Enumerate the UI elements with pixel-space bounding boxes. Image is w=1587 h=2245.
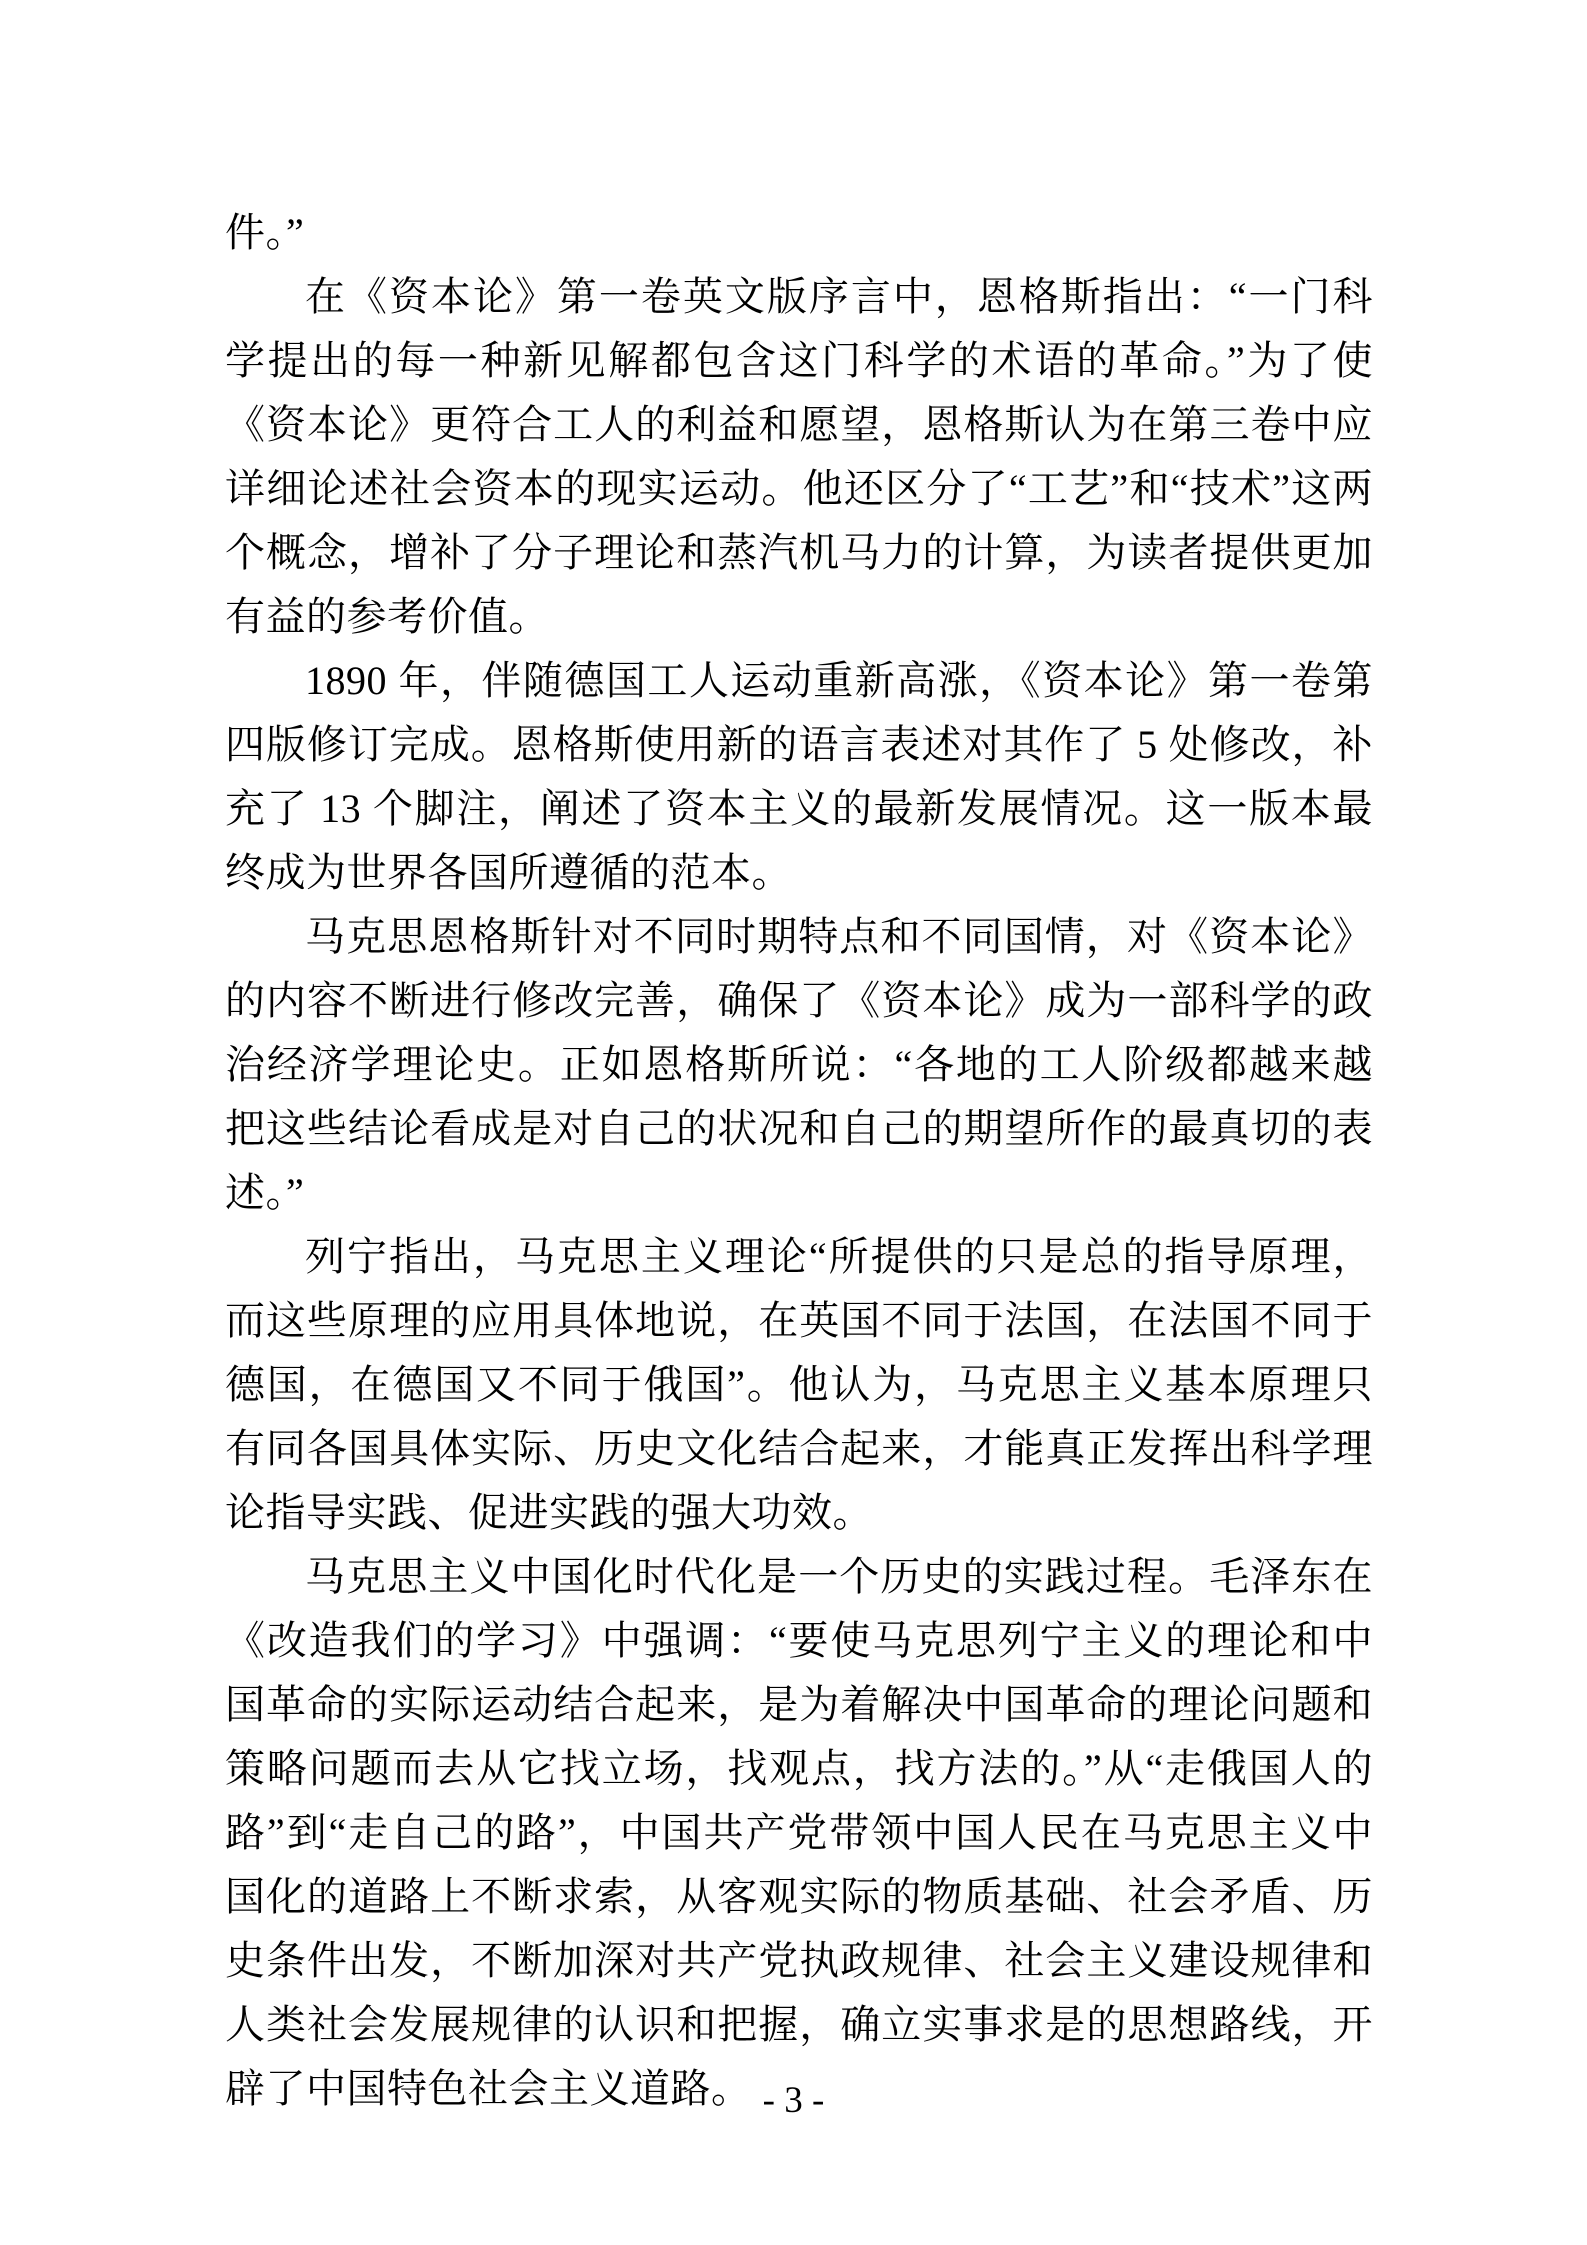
paragraph-marx-engels-revisions: 马克思恩格斯针对不同时期特点和不同国情，对《资本论》的内容不断进行修改完善，确保了《资本论》成为一部科学的政治经济学理论史。正如恩格斯所说：“各地的工人阶级都越来越把这些结论看成是对自己的状况和自己的期望所作的最真切的表述。” bbox=[225, 914, 1373, 1215]
paragraph-sinicization-of-marxism: 马克思主义中国化时代化是一个历史的实践过程。毛泽东在《改造我们的学习》中强调：“要使马克思列宁主义的理论和中国革命的实际运动结合起来，是为着解决中国革命的理论问题和策略问题而去从它找立场，找观点，找方法的。”从“走俄国人的路”到“走自己的路”，中国共产党带领中国人民在马克思主义中国化的道路上不断求索，从客观实际的物质基础、社会矛盾、历史条件出发，不断加深对共产党执政规律、社会主义建设规律和人类社会发展规律的认识和把握，确立实事求是的思想路线，开辟了中国特色社会主义道路。 bbox=[225, 1554, 1373, 2111]
page-number: - 3 - bbox=[762, 2080, 825, 2121]
paragraph-1890-fourth-edition: 1890 年，伴随德国工人运动重新高涨，《资本论》第一卷第四版修订完成。恩格斯使用新的语言表述对其作了 5 处修改，补充了 13 个脚注，阐述了资本主义的最新发展情况。这一版本最终成为世界各国所遵循的范本。 bbox=[225, 658, 1373, 895]
paragraph-continuation: 件。” bbox=[225, 210, 305, 255]
paragraph-lenin-guiding-principles: 列宁指出，马克思主义理论“所提供的只是总的指导原理，而这些原理的应用具体地说，在英国不同于法国，在法国不同于德国，在德国又不同于俄国”。他认为，马克思主义基本原理只有同各国具体实际、历史文化结合起来，才能真正发挥出科学理论指导实践、促进实践的强大功效。 bbox=[225, 1234, 1373, 1535]
document-text-block bbox=[225, 201, 1373, 2121]
paragraph-engels-english-preface: 在《资本论》第一卷英文版序言中，恩格斯指出：“一门科学提出的每一种新见解都包含这门科学的术语的革命。”为了使《资本论》更符合工人的利益和愿望，恩格斯认为在第三卷中应详细论述社会资本的现实运动。他还区分了“工艺”和“技术”这两个概念，增补了分子理论和蒸汽机马力的计算，为读者提供更加有益的参考价值。 bbox=[225, 274, 1373, 639]
